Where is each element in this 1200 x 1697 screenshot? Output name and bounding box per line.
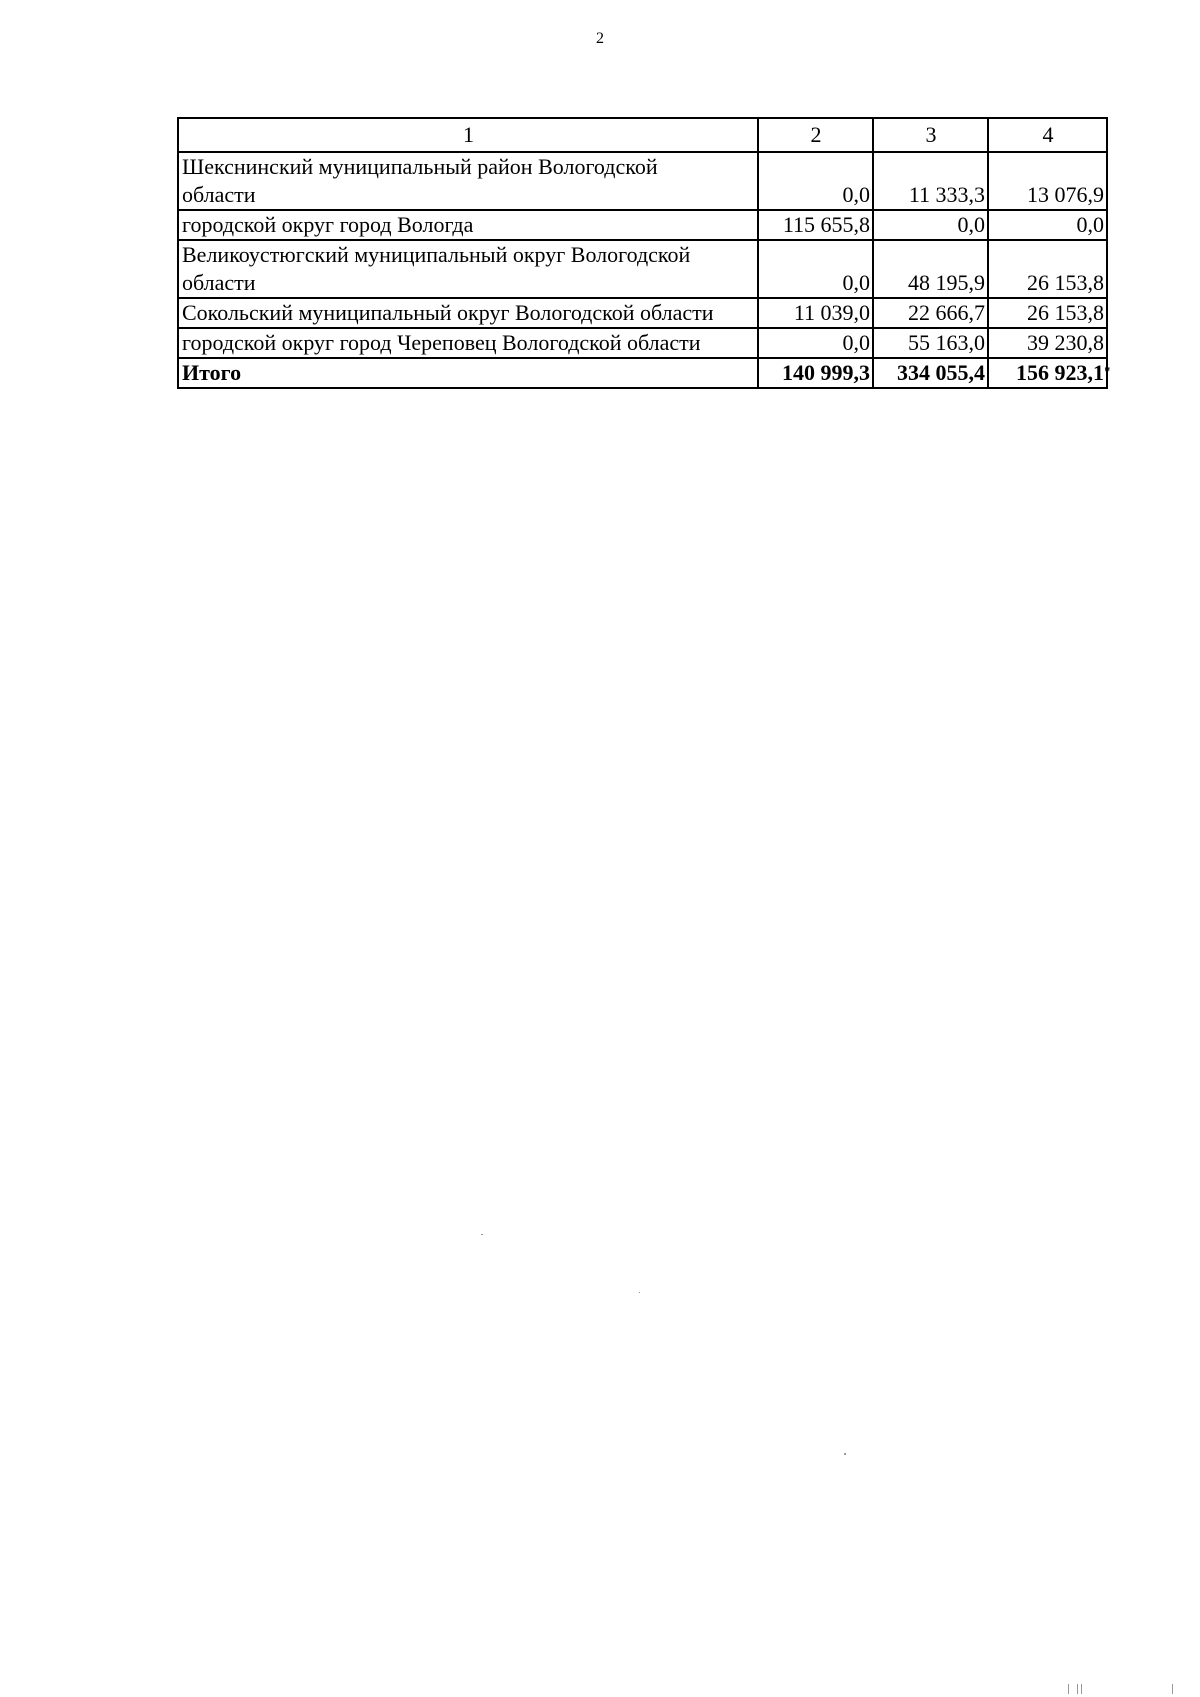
row-value-col3: 55 163,0 bbox=[873, 328, 988, 358]
scan-speck bbox=[844, 1453, 846, 1455]
row-name-cell: городской округ город Череповец Вологодской области bbox=[178, 328, 758, 358]
row-value-col2: 0,0 bbox=[758, 328, 873, 358]
scan-edge-mark bbox=[1068, 1684, 1069, 1694]
table-row bbox=[178, 240, 1107, 298]
row-value-col4: 26 153,8 bbox=[988, 240, 1107, 298]
row-value-col4: 0,0 bbox=[988, 210, 1107, 240]
column-header-4: 4 bbox=[988, 118, 1107, 152]
row-name-line: Великоустюгский муниципальный округ Вологодской bbox=[182, 242, 691, 267]
row-name-cell: городской округ город Вологда bbox=[178, 210, 758, 240]
table-row bbox=[178, 298, 1107, 328]
row-value-col2: 115 655,8 bbox=[758, 210, 873, 240]
table-row bbox=[178, 210, 1107, 240]
row-value-col4: 26 153,8 bbox=[988, 298, 1107, 328]
table-total-row bbox=[178, 358, 1107, 388]
total-value-col2: 140 999,3 bbox=[758, 358, 873, 388]
total-label: Итого bbox=[178, 358, 758, 388]
scan-edge-mark bbox=[1081, 1684, 1082, 1694]
table-row bbox=[178, 152, 1107, 210]
allocation-table bbox=[177, 117, 1108, 389]
row-value-col3: 48 195,9 bbox=[873, 240, 988, 298]
row-value-col2: 11 039,0 bbox=[758, 298, 873, 328]
column-header-3: 3 bbox=[873, 118, 988, 152]
scan-speck bbox=[639, 1292, 640, 1293]
row-name-line: области bbox=[182, 182, 256, 207]
row-value-col2: 0,0 bbox=[758, 240, 873, 298]
row-value-col2: 0,0 bbox=[758, 152, 873, 210]
row-name-cell bbox=[178, 152, 758, 210]
closing-quote-mark: " bbox=[1104, 365, 1111, 382]
page-number: 2 bbox=[596, 30, 604, 47]
scan-edge-mark bbox=[1172, 1684, 1173, 1694]
row-value-col4: 39 230,8 bbox=[988, 328, 1107, 358]
scan-edge-mark bbox=[1077, 1684, 1078, 1694]
row-value-col3: 11 333,3 bbox=[873, 152, 988, 210]
row-value-col3: 0,0 bbox=[873, 210, 988, 240]
column-header-2: 2 bbox=[758, 118, 873, 152]
row-name-cell bbox=[178, 240, 758, 298]
row-value-col4: 13 076,9 bbox=[988, 152, 1107, 210]
total-value-col3: 334 055,4 bbox=[873, 358, 988, 388]
document-table-container bbox=[177, 117, 1108, 389]
row-name-line: Шекснинский муниципальный район Вологодской bbox=[182, 154, 658, 179]
total-value-col4: 156 923,1 bbox=[988, 358, 1107, 388]
row-value-col3: 22 666,7 bbox=[873, 298, 988, 328]
row-name-line: области bbox=[182, 270, 256, 295]
row-name-cell: Сокольский муниципальный округ Вологодской области bbox=[178, 298, 758, 328]
column-header-1: 1 bbox=[178, 118, 758, 152]
table-row bbox=[178, 328, 1107, 358]
scan-speck bbox=[481, 1234, 483, 1235]
table-header-row bbox=[178, 118, 1107, 152]
